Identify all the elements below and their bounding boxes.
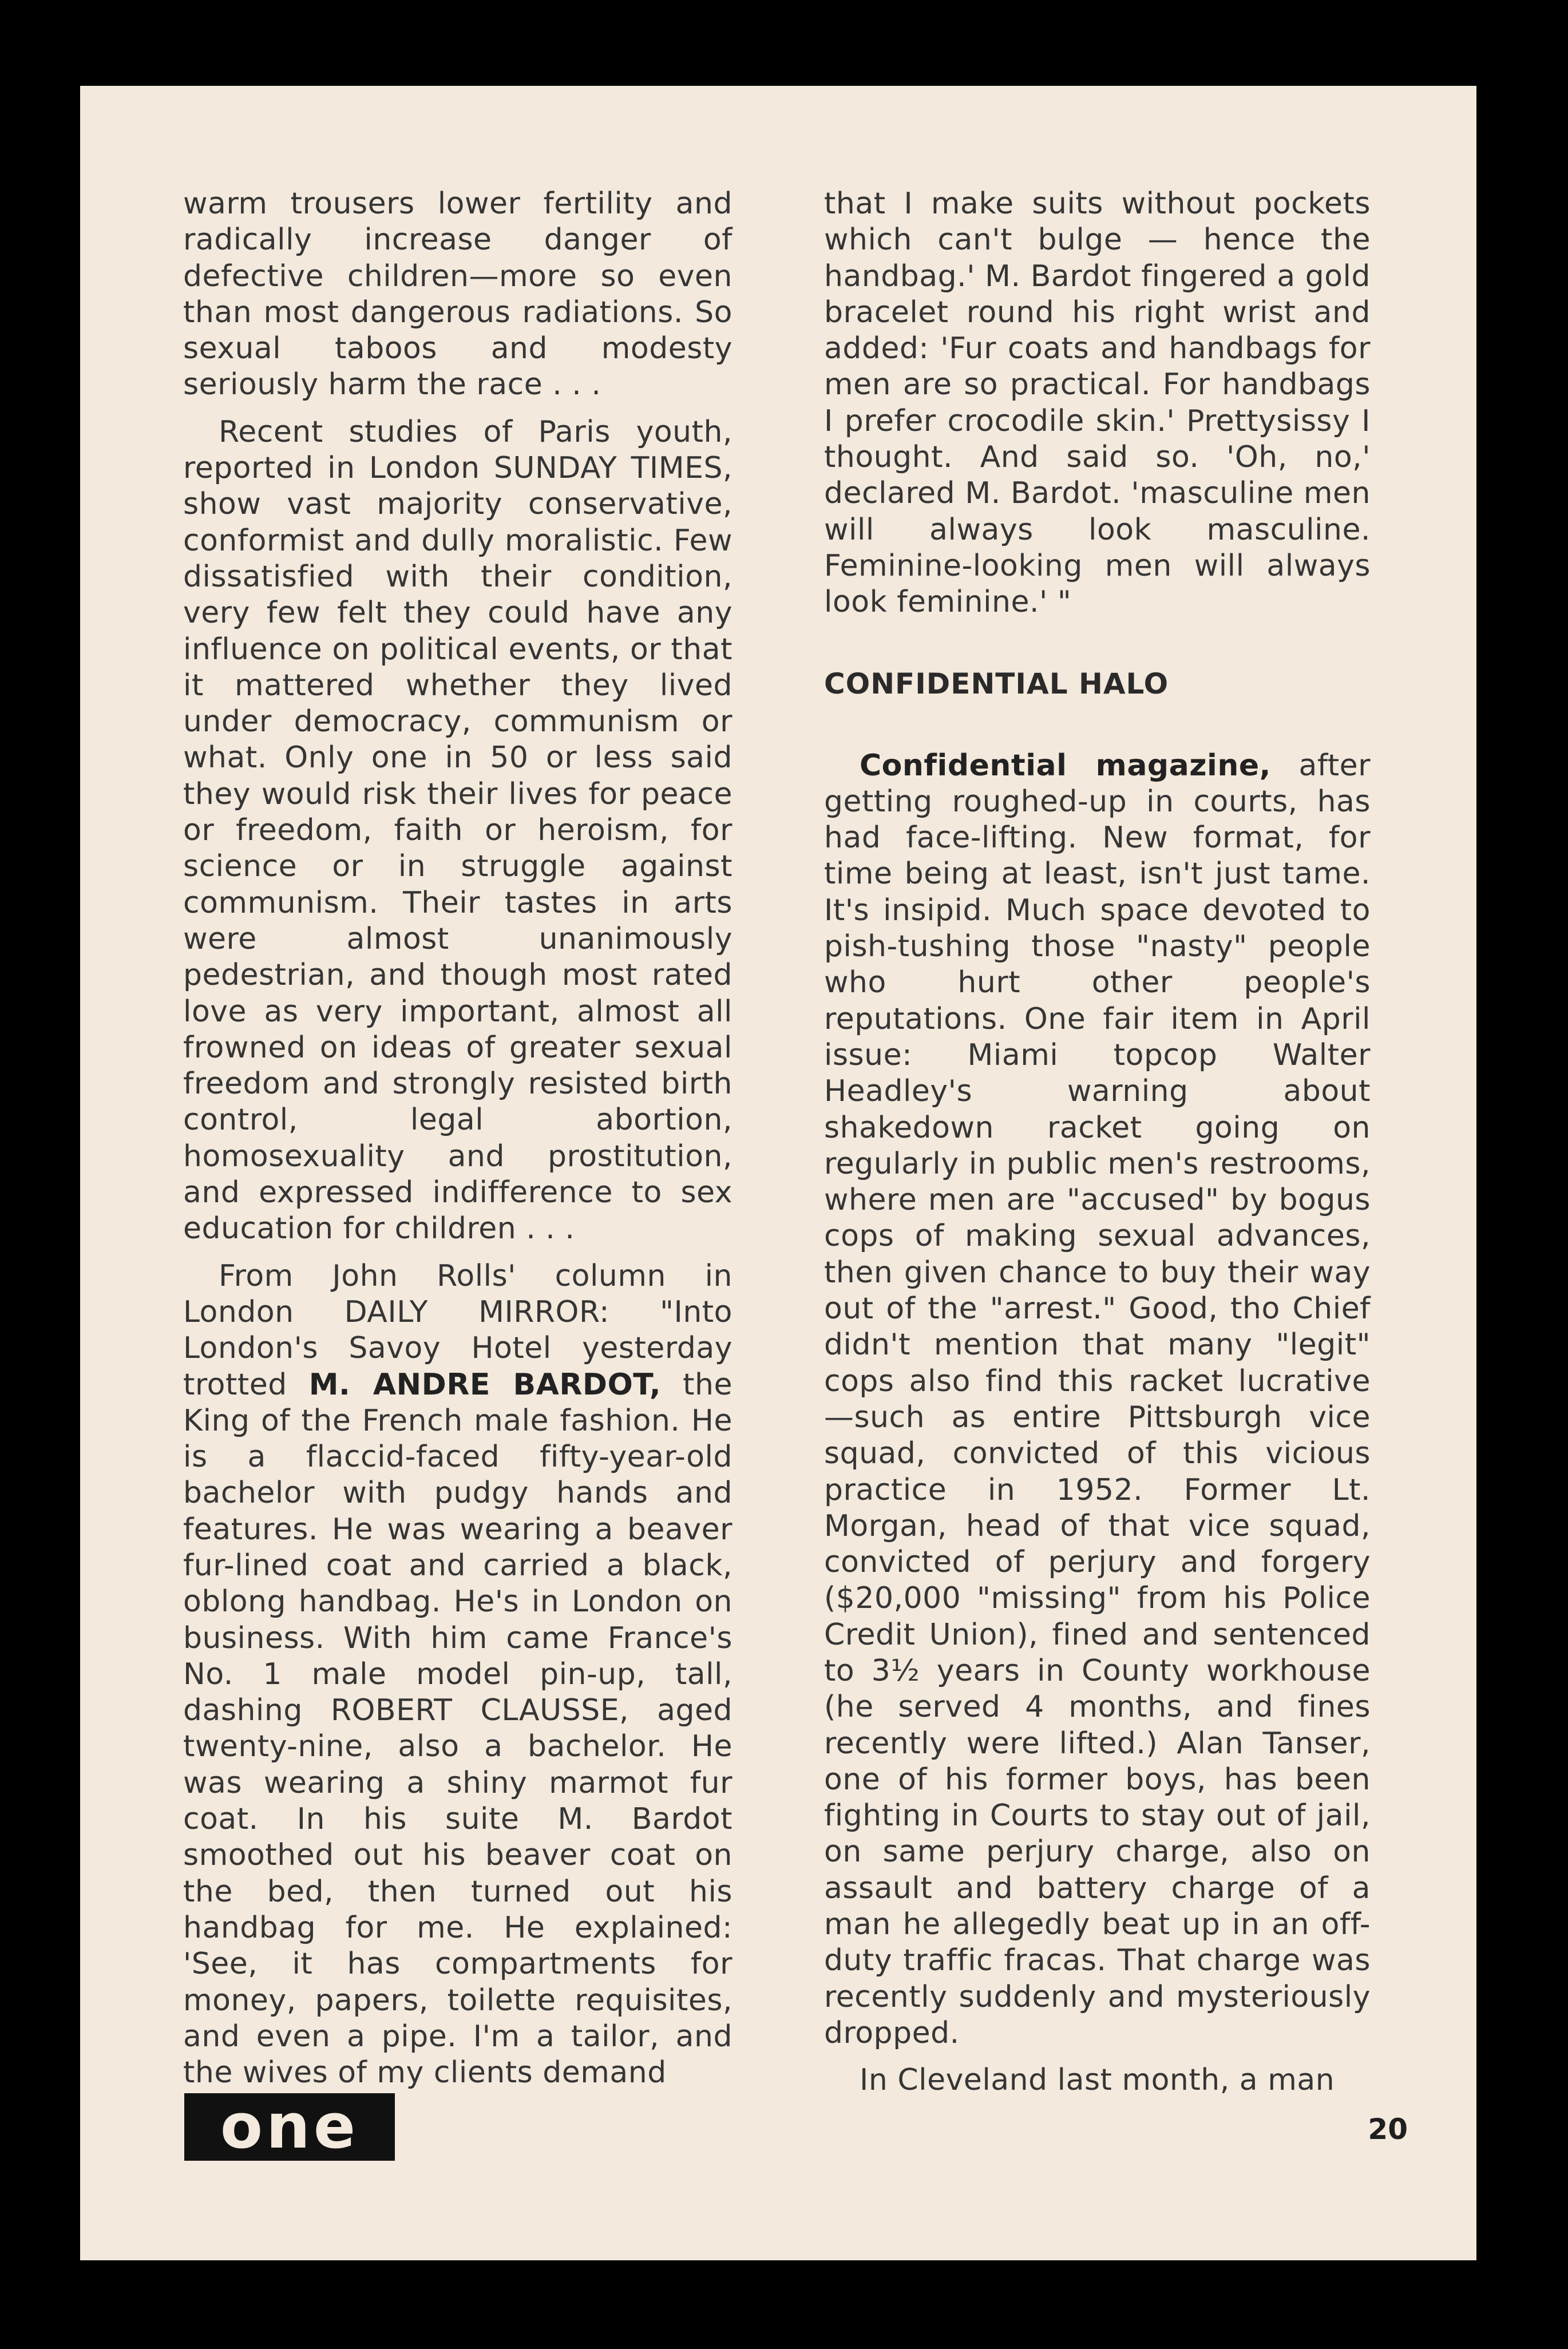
bardot-name: M. ANDRE BARDOT,	[308, 1367, 662, 1402]
left-paragraph-1: warm trousers lower fertility and radically increase danger of defective children—more so even than most dangerous radiations. So sexual taboos and modesty seriously harm the race . . .	[183, 187, 732, 402]
right-column	[824, 186, 1371, 2099]
magazine-page	[80, 86, 1476, 2260]
right-paragraph-3: In Cleveland last month, a man	[860, 2063, 1335, 2098]
one-magazine-logo: one	[184, 2093, 395, 2161]
left-paragraph-3	[183, 1258, 732, 2091]
right-paragraph-1: that I make suits without pockets which can't bulge — hence the handbag.' M. Bardot fingered a gold bracelet round his right wrist and added: 'Fur coats and handbags for men are so practical. For handbags I prefer crocodile skin.' Prettysissy I thought. And said so. 'Oh, no,' declared M. Bardot. 'masculine men will always look masculine. Feminine-looking men will always look feminine.' "	[824, 187, 1371, 620]
confidential-magazine-name: Confidential magazine,	[860, 748, 1271, 783]
left-column	[183, 186, 732, 2091]
right-paragraph-2-body: after getting roughed-up in courts, has had face-lifting. New format, for time being at least, isn't just tame. It's insipid. Much space devoted to pish-tushing those "nasty" people who hurt other people's reputations. One fair item in April issue: Miami topcop Walter Headley's warning about shakedown racket going on regularly in public men's restrooms, where men are "accused" by bogus cops of making sexual advances, then given chance to buy their way out of the "arrest." Good, tho Chief didn't mention that many "legit" cops also find this racket lucrative—such as entire Pittsburgh vice squad, convicted of this vicious practice in 1952. Former Lt. Morgan, head of that vice squad, convicted of perjury and forgery ($20,000 "missing" from his Police Credit Union), fined and sentenced to 3½ years in County workhouse (he served 4 months, and fines recently were lifted.) Alan Tanser, one of his former boys, has been fighting in Courts to stay out of jail, on same perjury charge, also on assault and battery charge of a man he allegedly beat up in an off-duty traffic fracas. That charge was recently suddenly and mysteriously dropped.	[824, 748, 1371, 2050]
left-paragraph-3-body: the King of the French male fashion. He is a flaccid-faced fifty-year-old bachelor with pudgy hands and features. He was wearing a beaver fur-lined coat and carried a black, oblong handbag. He's in London on business. With him came France's No. 1 male model pin-up, tall, dashing ROBERT CLAUSSE, aged twenty-nine, also a bachelor. He was wearing a shiny marmot fur coat. In his suite M. Bardot smoothed out his beaver coat on the bed, then turned out his handbag for me. He explained: 'See, it has compartments for money, papers, toilette requisites, and even a pipe. I'm a tailor, and the wives of my clients demand	[183, 1367, 732, 2090]
left-paragraph-3-intro: From John Rolls' column in London DAILY MIRROR: "Into London's Savoy Hotel yesterday trotted	[183, 1258, 732, 1402]
left-paragraph-2: Recent studies of Paris youth, reported in London SUNDAY TIMES, show vast majority conservative, conformist and dully moralistic. Few dissatisfied with their condition, very few felt they could have any influence on political events, or that it mattered whether they lived under democracy, communism or what. Only one in 50 or less said they would risk their lives for peace or freedom, faith or heroism, for science or in struggle against communism. Their tastes in arts were almost unanimously pedestrian, and though most rated love as very important, almost all frowned on ideas of greater sexual freedom and strongly resisted birth control, legal abortion, homosexuality and prostitution, and expressed indifference to sex education for children . . .	[183, 414, 732, 1246]
right-paragraph-2	[824, 748, 1371, 2052]
page-number: 20	[1368, 2113, 1408, 2146]
section-heading: CONFIDENTIAL HALO	[824, 667, 1169, 700]
